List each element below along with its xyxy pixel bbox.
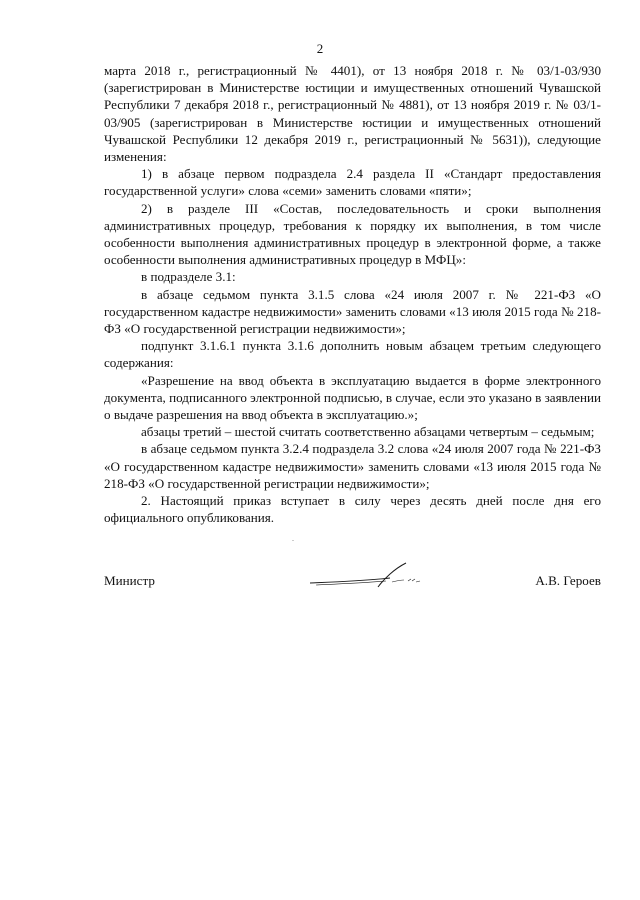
paragraph-item-2: 2) в разделе III «Состав, последовательность и сроки выполнения административных процедур, требования к порядку их выполнения, в том числе особенности выполнения административных процедур в электронной форме, а также особенности выполнения административных процедур в МФЦ»: [104, 200, 601, 268]
paragraph-quoted-insert: «Разрешение на ввод объекта в эксплуатацию выдается в форме электронного документа, подписанного электронной подписью, в случае, если это указано в заявлении о выдаче разрешения на ввод объекта в эксплуатацию.»; [104, 372, 601, 423]
signatory-name: А.В. Героев [535, 573, 601, 588]
paragraph-amendment-3-2-4: в абзаце седьмом пункта 3.2.4 подраздела 3.2 слова «24 июля 2007 года № 221-ФЗ «О государственном кадастре недвижимости» заменить словами «13 июля 2015 года № 218-ФЗ «О государственной регистрации недвижимости»; [104, 441, 601, 491]
scan-speck [292, 540, 294, 541]
paragraph-item-1: 1) в абзаце первом подраздела 2.4 раздела II «Стандарт предоставления государственной услуги» слова «семи» заменить словами «пяти»; [104, 166, 601, 199]
paragraph-amendment-3-1-5: в абзаце седьмом пункта 3.1.5 слова «24 июля 2007 г. № 221-ФЗ «О государственном кадастре недвижимости» заменить словами «13 июля 2015 года № 218-ФЗ «О государственной регистрации недвижимости»; [104, 286, 601, 337]
document-body [104, 62, 601, 526]
signature-block [104, 567, 601, 597]
handwritten-signature [308, 561, 428, 595]
paragraph-continuation: марта 2018 г., регистрационный № 4401), от 13 ноября 2018 г. № 03/1-03/930 (зарегистрирован в Министерстве юстиции и имущественных отношений Чувашской Республики 7 декабря 2018 г., регистрационный № 4881), от 13 ноября 2019 г. № 03/1-03/905 (зарегистрирован в Министерстве юстиции и имущественных отношений Чувашской Республики 12 декабря 2019 г., регистрационный № 5631)), следующие изменения: [104, 63, 601, 165]
paragraph-renumbering: абзацы третий – шестой считать соответственно абзацами четвертым – седьмым; [141, 424, 595, 440]
paragraph-effective-date: 2. Настоящий приказ вступает в силу через десять дней после дня его официального опубликования. [104, 493, 601, 526]
page-number: 2 [316, 41, 324, 56]
signatory-title: Министр [104, 573, 155, 588]
paragraph-subsection-3-1: в подразделе 3.1: [141, 269, 236, 285]
paragraph-amendment-3-1-6-1: подпункт 3.1.6.1 пункта 3.1.6 дополнить новым абзацем третьим следующего содержания: [104, 338, 601, 371]
